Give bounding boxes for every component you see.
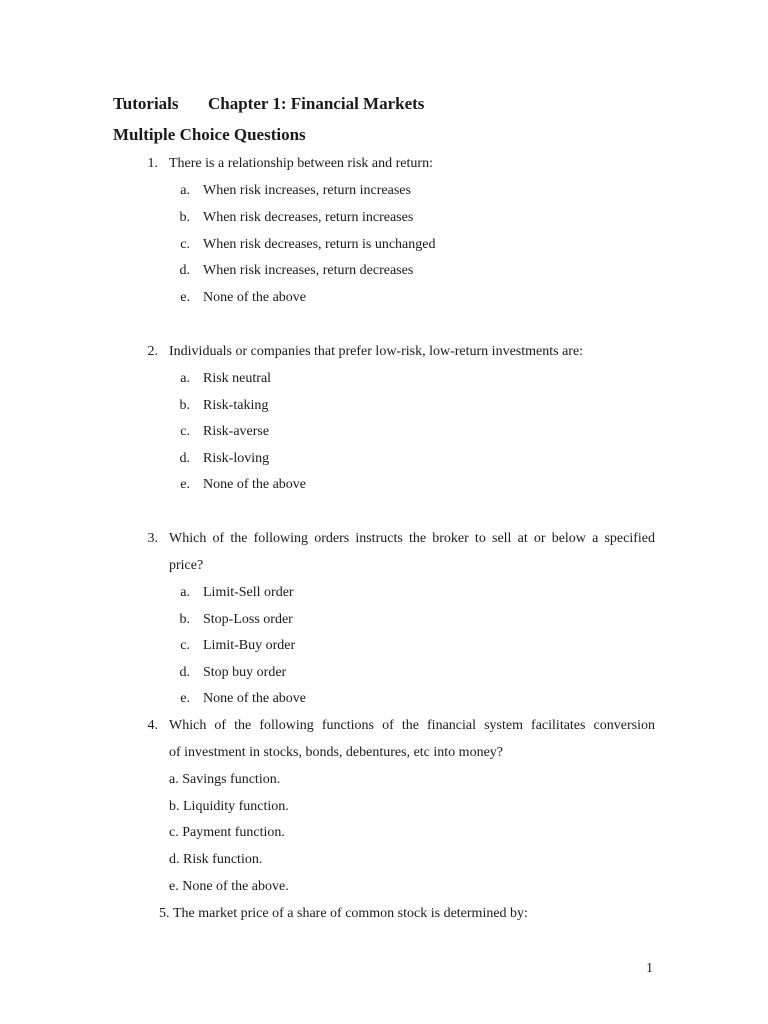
option-letter: e. (180, 290, 190, 305)
option-letter: b. (179, 398, 190, 413)
question-text-line-1: Which of the following orders instructs the broker to sell at or below a specified (169, 531, 655, 546)
option-letter: c. (180, 638, 190, 653)
option-text: e. None of the above. (169, 879, 289, 894)
option-text: When risk decreases, return is unchanged (203, 237, 436, 252)
option-letter: d. (179, 665, 190, 680)
option-text: Limit-Sell order (203, 585, 294, 600)
option-text: When risk decreases, return increases (203, 210, 414, 225)
chapter-title: Chapter 1: Financial Markets (208, 94, 425, 113)
option-text: When risk increases, return decreases (203, 263, 414, 278)
question-number: 1. (147, 156, 158, 171)
option-text: Limit-Buy order (203, 638, 296, 653)
question-text-line-1: Which of the following functions of the financial system facilitates conversion (169, 718, 655, 733)
option-letter: b. (179, 612, 190, 627)
option-text: Risk-averse (203, 424, 270, 439)
option-text: Risk neutral (203, 371, 272, 386)
question-text: There is a relationship between risk and return: (169, 156, 433, 171)
option-text: Risk-loving (203, 451, 270, 466)
question-text-line-2: of investment in stocks, bonds, debentures, etc into money? (169, 745, 503, 760)
option-letter: b. (179, 210, 190, 225)
option-text: None of the above (203, 290, 307, 305)
question-number: 4. (147, 718, 158, 733)
question-text: The market price of a share of common stock is determined by: (173, 906, 528, 921)
question-number: 2. (147, 344, 158, 359)
option-text: d. Risk function. (169, 852, 263, 867)
question-text-line-2: price? (169, 558, 204, 573)
question-number: 5. (159, 906, 170, 921)
question-number: 3. (147, 531, 158, 546)
option-letter: c. (180, 237, 190, 252)
option-text: Stop buy order (203, 665, 287, 680)
option-text: Risk-taking (203, 398, 269, 413)
section-title: Multiple Choice Questions (113, 125, 306, 144)
option-text: When risk increases, return increases (203, 183, 411, 198)
page-number: 1 (646, 961, 653, 976)
option-letter: d. (179, 451, 190, 466)
option-letter: c. (180, 424, 190, 439)
option-letter: a. (180, 371, 190, 386)
option-text: b. Liquidity function. (169, 799, 289, 814)
option-letter: e. (180, 477, 190, 492)
option-text: None of the above (203, 477, 307, 492)
option-text: c. Payment function. (169, 825, 285, 840)
option-text: None of the above (203, 691, 307, 706)
option-text: Stop-Loss order (203, 612, 293, 627)
question-text: Individuals or companies that prefer low-risk, low-return investments are: (169, 344, 584, 359)
option-letter: a. (180, 183, 190, 198)
tutorials-label: Tutorials (113, 94, 179, 113)
option-letter: e. (180, 691, 190, 706)
option-letter: d. (179, 263, 190, 278)
option-text: a. Savings function. (169, 772, 281, 787)
option-letter: a. (180, 585, 190, 600)
